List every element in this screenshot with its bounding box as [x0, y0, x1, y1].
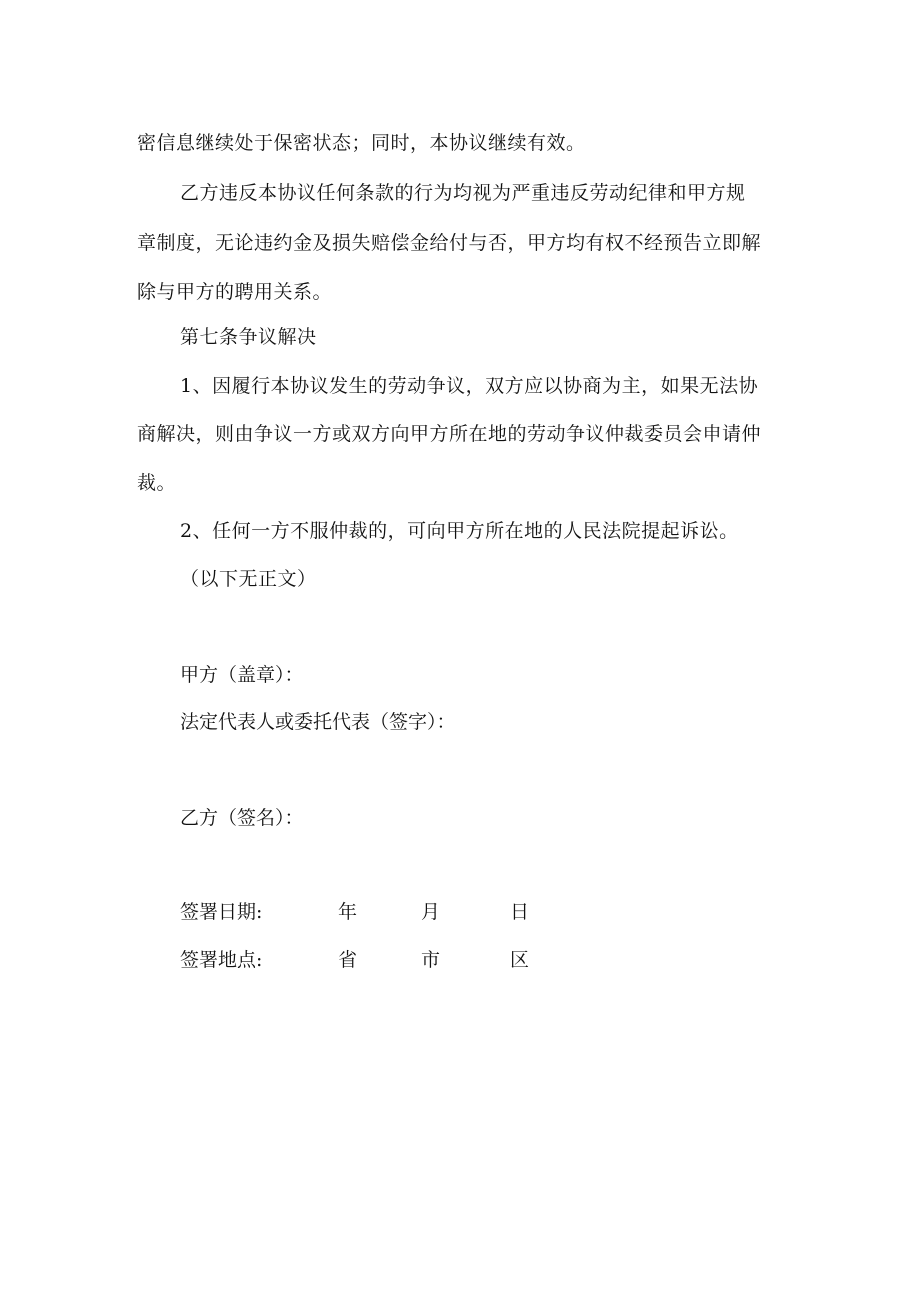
signing-date-label: 签署日期: [180, 901, 263, 923]
date-day-label: 日 [510, 901, 530, 923]
end-of-text-note: （以下无正文） [180, 568, 317, 590]
section-heading: 第七条争议解决 [180, 326, 317, 348]
signing-place-label: 签署地点: [180, 949, 263, 971]
body-line-7: 商解决，则由争议一方或双方向甲方所在地的劳动争议仲裁委员会申请仲 [137, 423, 762, 445]
place-city-label: 市 [421, 949, 441, 971]
body-line-9: 2、任何一方不服仲裁的，可向甲方所在地的人民法院提起诉讼。 [180, 520, 739, 542]
place-district-label: 区 [510, 949, 530, 971]
date-year-label: 年 [338, 901, 358, 923]
body-line-6: 1、因履行本协议发生的劳动争议，双方应以协商为主，如果无法协 [180, 375, 759, 397]
date-month-label: 月 [421, 901, 441, 923]
body-line-2: 乙方违反本协议任何条款的行为均视为严重违反劳动纪律和甲方规 [180, 182, 746, 204]
representative-signature-label: 法定代表人或委托代表（签字）： [180, 711, 456, 733]
party-a-seal-label: 甲方（盖章）： [180, 664, 304, 686]
body-line-4: 除与甲方的聘用关系。 [137, 281, 333, 303]
body-line-8: 裁。 [137, 472, 177, 494]
place-province-label: 省 [338, 949, 358, 971]
body-line-1: 密信息继续处于保密状态；同时，本协议继续有效。 [137, 132, 586, 154]
party-b-signature-label: 乙方（签名）： [180, 807, 304, 829]
body-line-3: 章制度，无论违约金及损失赔偿金给付与否，甲方均有权不经预告立即解 [137, 232, 762, 254]
